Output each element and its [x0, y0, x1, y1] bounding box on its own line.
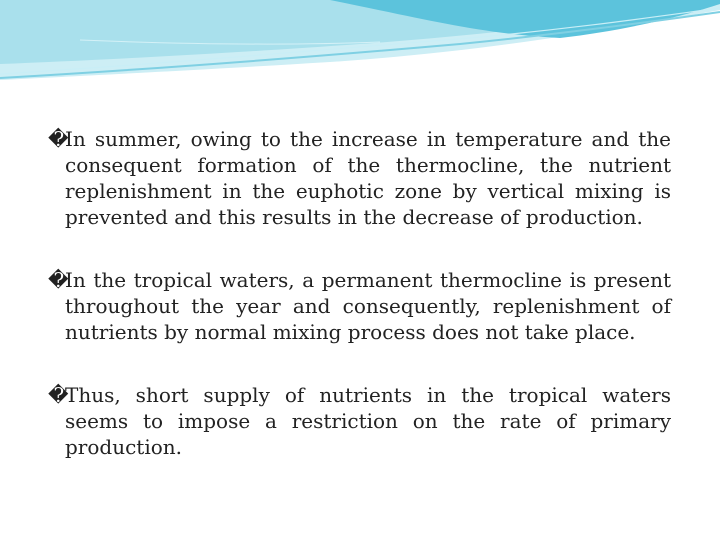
paragraph-short-supply	[48, 382, 671, 460]
paragraph-text: Thus, short supply of nutrients in the tropical waters seems to impose a restriction on the rate of primary production.	[65, 383, 671, 459]
bullet-glyph: �	[48, 268, 69, 292]
paragraph-tropical	[48, 267, 671, 345]
paragraph-summer	[48, 126, 671, 230]
paragraph-text: In summer, owing to the increase in temperature and the consequent formation of the thermocline, the nutrient replenishment in the euphotic zone by vertical mixing is prevented and this results in the decrease of production.	[65, 127, 671, 229]
slide-body	[48, 126, 671, 497]
paragraph-text: In the tropical waters, a permanent thermocline is present throughout the year and consequently, replenishment of nutrients by normal mixing process does not take place.	[65, 268, 671, 344]
bullet-glyph: �	[48, 383, 69, 407]
decorative-wave-header	[0, 0, 720, 90]
bullet-glyph: �	[48, 127, 69, 151]
